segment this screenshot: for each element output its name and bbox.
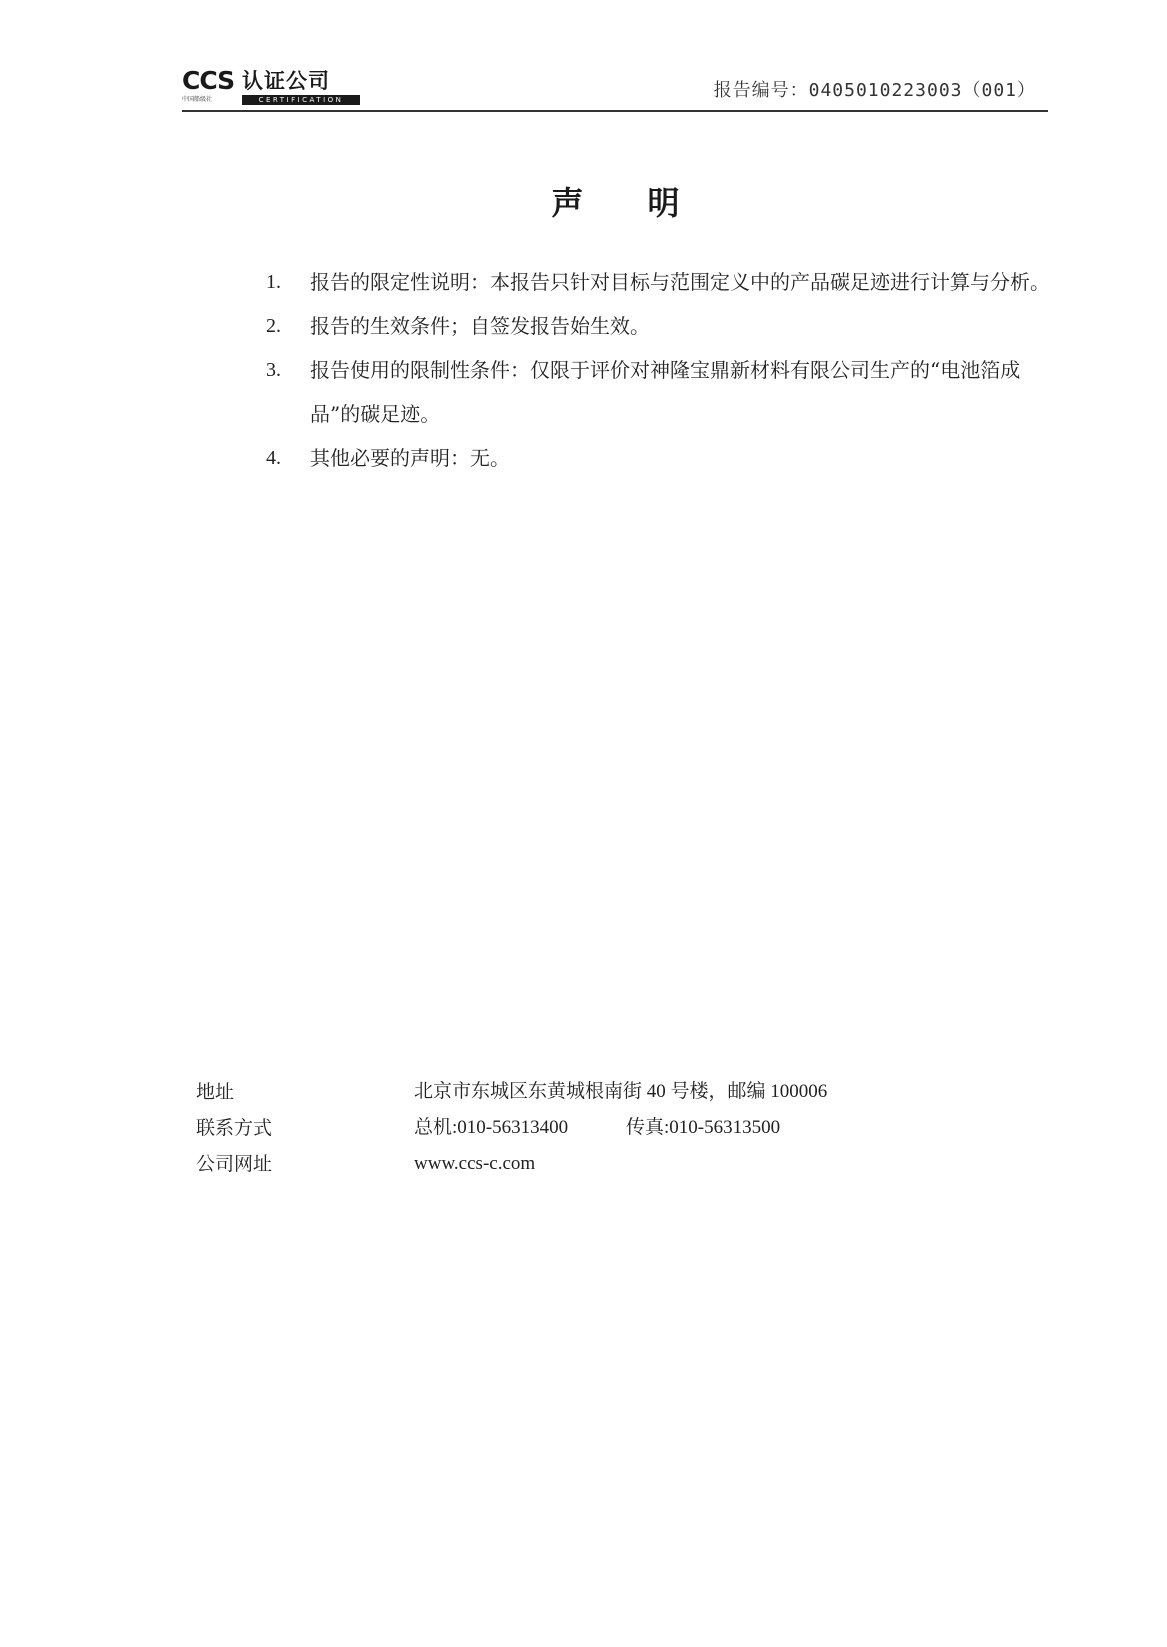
website-link[interactable]: www.ccs-c.com [414,1153,536,1174]
fax-value: 传真:010-56313500 [626,1117,781,1138]
statement-list [266,260,1056,480]
website-row [196,1146,996,1182]
statement-number: 2. [266,315,281,337]
ccs-logo [182,68,362,108]
statement-text: 报告的生效条件；自签发报告始生效。 [310,314,650,338]
logo-ccs-text: CCS [182,66,235,95]
statement-text: 报告使用的限制性条件：仅限于评价对神隆宝鼎新材料有限公司生产的“电池箔成品”的碳足迹。 [310,358,1021,426]
statement-text: 报告的限定性说明：本报告只针对目标与范围定义中的产品碳足迹进行计算与分析。 [310,270,1050,294]
website-label: 公司网址 [196,1153,273,1175]
phone-row [196,1110,996,1146]
statement-item [266,260,1056,304]
statement-item [266,348,1056,436]
logo-cn-text: 认证公司 [242,69,330,93]
phone-label: 联系方式 [196,1117,273,1139]
statement-text: 其他必要的声明：无。 [310,446,510,470]
statement-number: 1. [266,271,281,293]
report-number: 报告编号：0405010223003（001） [713,80,1036,101]
statement-number: 3. [266,359,281,381]
page-title: 声明 [551,184,744,222]
address-label: 地址 [196,1081,235,1103]
logo-certification-bar: CERTIFICATION [242,95,360,105]
logo-sub-text: 中国船级社 [182,96,213,103]
address-value: 北京市东城区东黄城根南街 40 号楼，邮编 100006 [414,1081,828,1102]
statement-item [266,436,1056,480]
statement-item [266,304,1056,348]
page-header [182,62,1048,112]
address-row [196,1074,996,1110]
phone-value: 总机:010-56313400 [414,1117,569,1138]
statement-number: 4. [266,447,281,469]
contact-block [196,1074,996,1182]
